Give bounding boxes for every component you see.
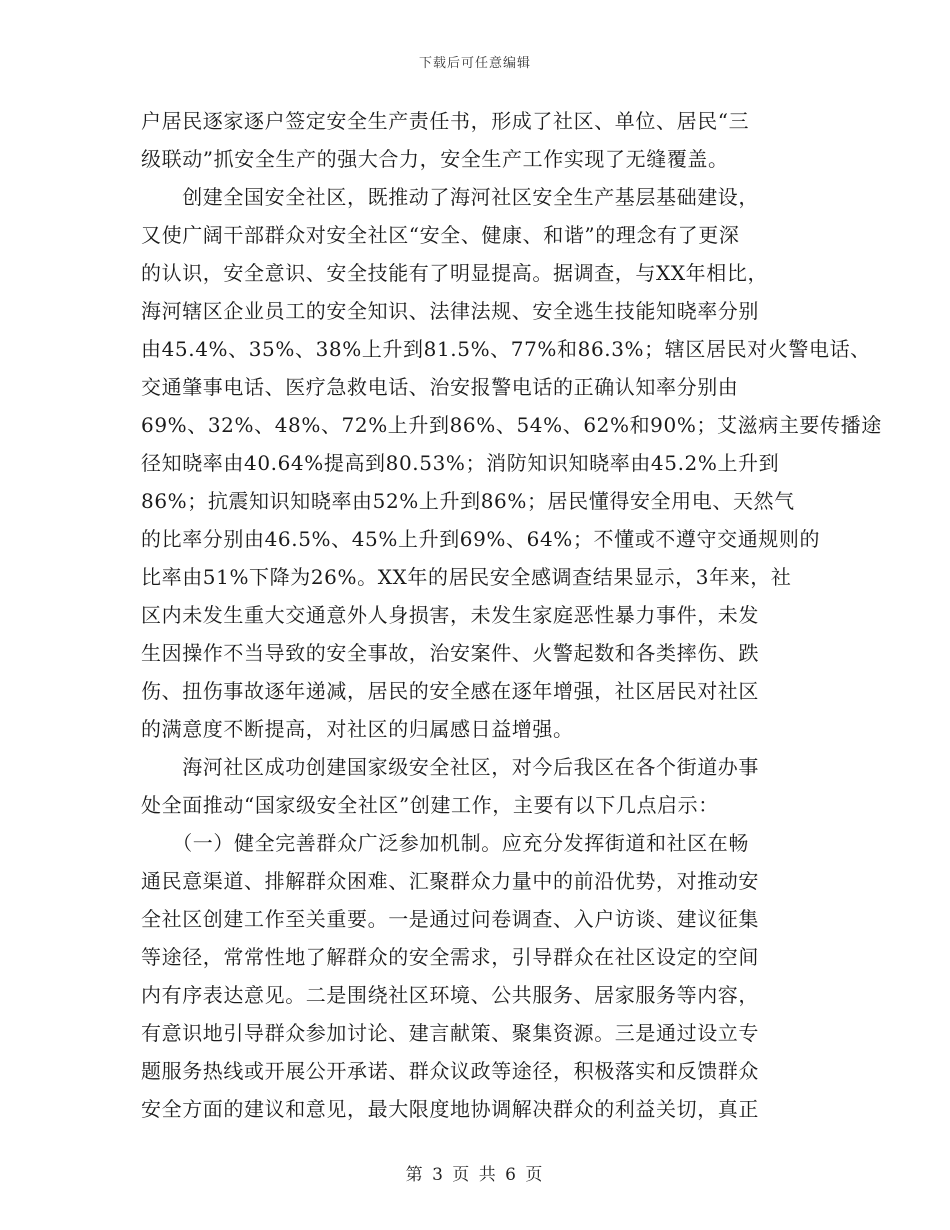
- text-line: 径知晓率由40.64%提高到80.53%；消防知识知晓率由45.2%上升到: [141, 451, 780, 475]
- text-line: 处全面推动“国家级安全社区”创建工作，主要有以下几点启示：: [141, 793, 719, 817]
- page-header: 下载后可任意编辑: [418, 56, 531, 71]
- text-line: 通民意渠道、排解群众困难、汇聚群众力量中的前沿优势，对推动安: [141, 869, 759, 893]
- page-number: 第 3 页 共 6 页: [405, 1165, 545, 1185]
- text-line: 海河社区成功创建国家级安全社区，对今后我区在各个街道办事: [141, 755, 759, 779]
- text-line: 全社区创建工作至关重要。一是通过问卷调查、入户访谈、建议征集: [141, 907, 759, 931]
- text-line: 生因操作不当导致的安全事故，治安案件、火警起数和各类摔伤、跌: [141, 641, 759, 665]
- text-line: 的比率分别由46.5%、45%上升到69%、64%；不懂或不遵守交通规则的: [141, 527, 821, 551]
- document-body: [141, 102, 882, 1128]
- text-line: 等途径，常常性地了解群众的安全需求，引导群众在社区设定的空间: [141, 945, 759, 969]
- text-line: 级联动”抓安全生产的强大合力，安全生产工作实现了无缝覆盖。: [141, 147, 729, 171]
- text-line: 的认识，安全意识、安全技能有了明显提高。据调查，与XX年相比，: [141, 261, 769, 285]
- text-line: 交通肇事电话、医疗急救电话、治安报警电话的正确认知率分别由: [141, 375, 739, 399]
- text-line: 86%；抗震知识知晓率由52%上升到86%；居民懂得安全用电、天然气: [141, 489, 795, 513]
- text-line: 内有序表达意见。二是围绕社区环境、公共服务、居家服务等内容，: [141, 983, 759, 1007]
- text-line: 安全方面的建议和意见，最大限度地协调解决群众的利益关切，真正: [141, 1097, 759, 1121]
- text-line: 有意识地引导群众参加讨论、建言献策、聚集资源。三是通过设立专: [141, 1021, 759, 1045]
- text-line: （一）健全完善群众广泛参加机制。应充分发挥街道和社区在畅: [141, 831, 749, 855]
- text-line: 区内未发生重大交通意外人身损害，未发生家庭恶性暴力事件，未发: [141, 603, 759, 627]
- text-line: 由45.4%、35%、38%上升到81.5%、77%和86.3%；辖区居民对火警电话、: [141, 337, 871, 361]
- text-line: 69%、32%、48%、72%上升到86%、54%、62%和90%；艾滋病主要传播途: [141, 413, 882, 437]
- text-line: 创建全国安全社区，既推动了海河社区安全生产基层基础建设，: [141, 185, 759, 209]
- text-line: 户居民逐家逐户签定安全生产责任书，形成了社区、单位、居民“三: [141, 109, 750, 133]
- text-line: 题服务热线或开展公开承诺、群众议政等途径，积极落实和反馈群众: [141, 1059, 759, 1083]
- text-line: 伤、扭伤事故逐年递减，居民的安全感在逐年增强，社区居民对社区: [141, 679, 759, 703]
- text-line: 海河辖区企业员工的安全知识、法律法规、安全逃生技能知晓率分别: [141, 299, 759, 323]
- text-line: 的满意度不断提高，对社区的归属感日益增强。: [141, 717, 574, 741]
- text-line: 比率由51%下降为26%。XX年的居民安全感调查结果显示，3年来，社: [141, 565, 792, 589]
- text-line: 又使广阔干部群众对安全社区“安全、健康、和谐”的理念有了更深: [141, 223, 740, 247]
